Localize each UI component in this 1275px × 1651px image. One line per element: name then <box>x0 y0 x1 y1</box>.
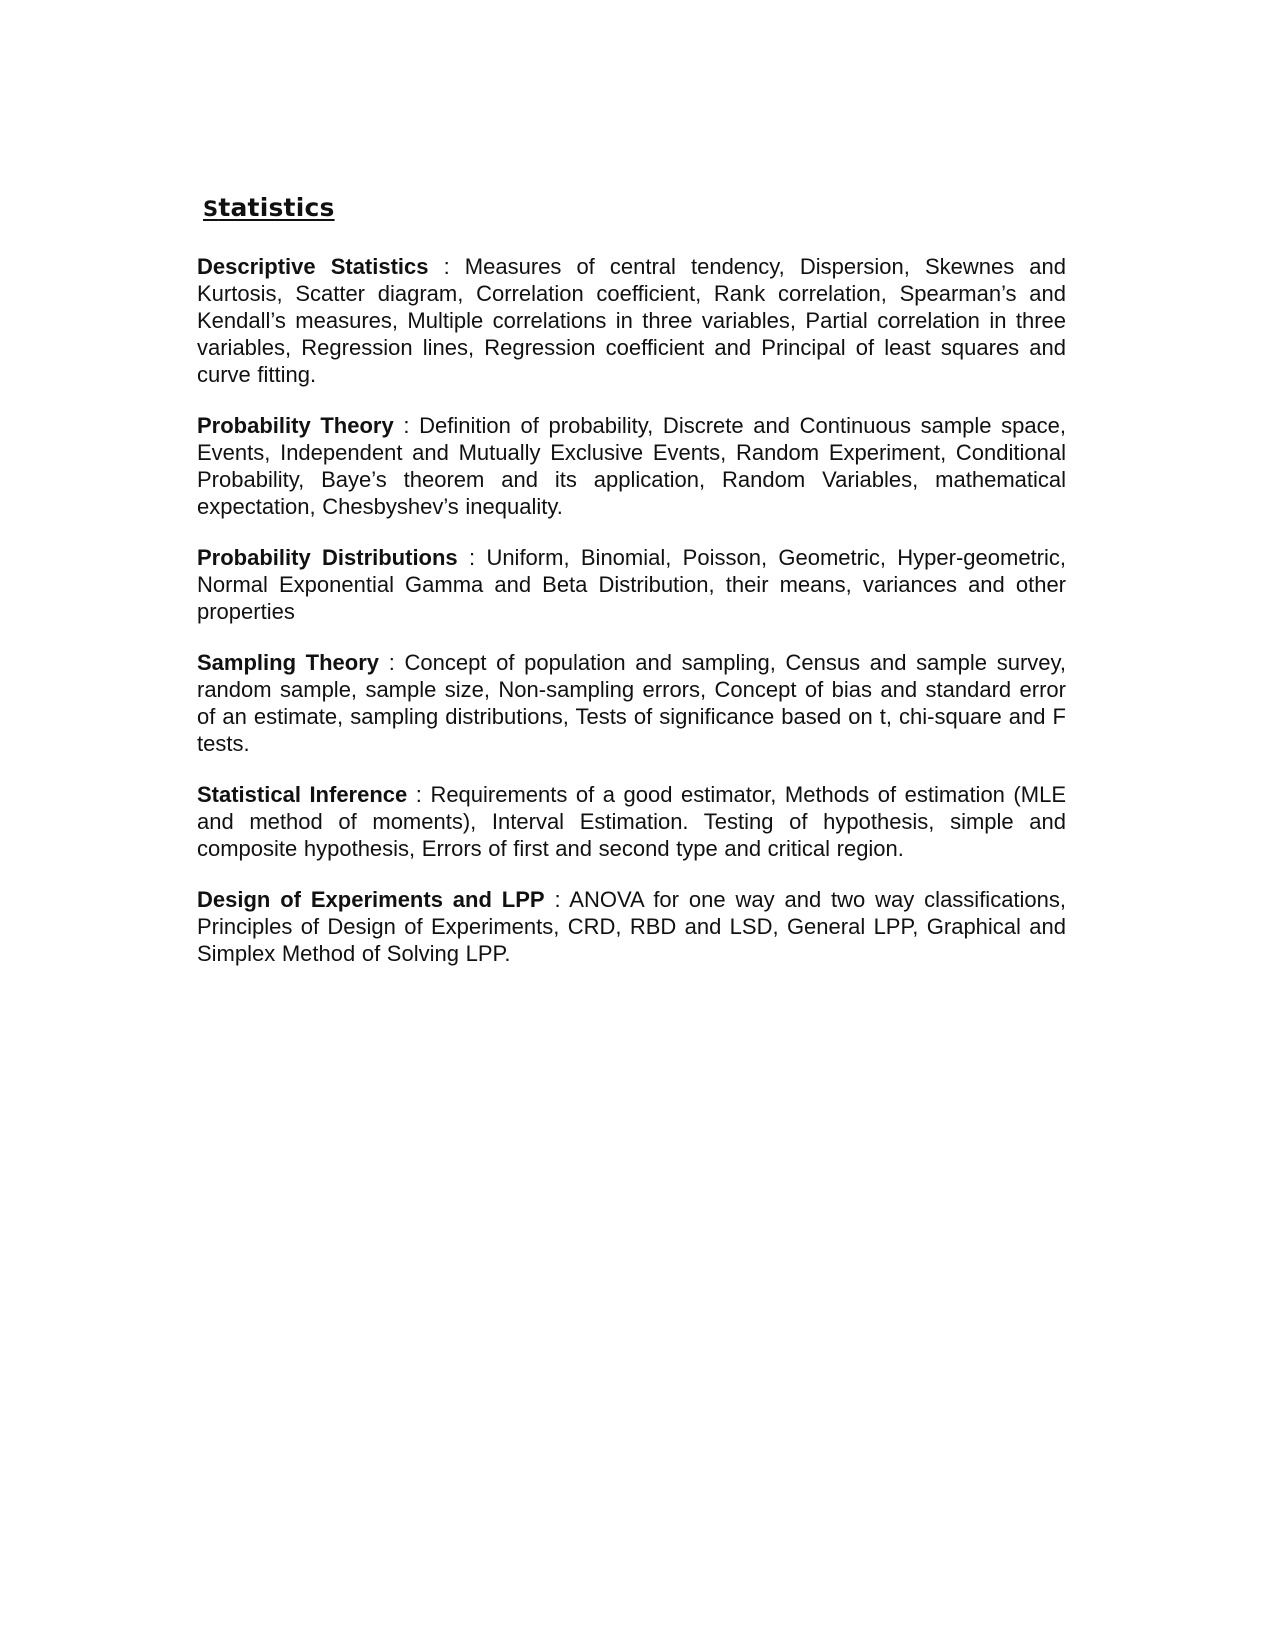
section-heading: Sampling Theory <box>197 650 380 675</box>
section-separator: : <box>379 650 405 675</box>
section-probability-distributions <box>197 544 1066 625</box>
section-heading: Design of Experiments and LPP <box>197 887 545 912</box>
section-sampling-theory <box>197 649 1066 757</box>
section-descriptive-statistics <box>197 253 1066 388</box>
section-separator: : <box>544 887 570 912</box>
section-separator: : <box>457 545 487 570</box>
section-heading: Statistical Inference <box>197 782 408 807</box>
section-body: Concept of population and sampling, Census and sample survey, random sample, sample size, Non-sampling errors, Concept of bias and standard error of an estimate, sampling distributions, Tests of significance based on t, chi-square and F tests. <box>197 650 1066 756</box>
title-first-letter: S <box>203 197 219 221</box>
section-separator: : <box>393 413 420 438</box>
section-heading: Descriptive Statistics <box>197 254 429 279</box>
section-probability-theory <box>197 412 1066 520</box>
section-body: Uniform, Binomial, Poisson, Geometric, Hyper-geometric, Normal Exponential Gamma and Beta Distribution, their means, variances and other properties <box>197 545 1067 624</box>
section-separator: : <box>428 254 465 279</box>
section-body: Measures of central tendency, Dispersion, Skewnes and Kurtosis, Scatter diagram, Correlation coefficient, Rank correlation, Spearman’s and Kendall’s measures, Multiple correlations in three variables, Partial correlation in three variables, Regression lines, Regression coefficient and Principal of least squares and curve fitting. <box>197 254 1066 387</box>
section-heading: Probability Theory <box>197 413 394 438</box>
section-body: Requirements of a good estimator, Methods of estimation (MLE and method of moments), Interval Estimation. Testing of hypothesis, simple and composite hypothesis, Errors of first and second type and critical region. <box>197 782 1066 861</box>
section-statistical-inference <box>197 781 1066 862</box>
title-rest: tatistics <box>218 193 335 222</box>
section-body: Definition of probability, Discrete and Continuous sample space, Events, Independent and Mutually Exclusive Events, Random Experiment, Conditional Probability, Baye’s theorem and its application, Random Variables, mathematical expectation, Chesbyshev’s inequality. <box>197 413 1066 519</box>
section-body: ANOVA for one way and two way classifications, Principles of Design of Experiments, CRD, RBD and LSD, General LPP, Graphical and Simplex Method of Solving LPP. <box>197 887 1067 966</box>
section-separator: : <box>407 782 431 807</box>
section-design-of-experiments <box>197 886 1066 967</box>
syllabus-content <box>197 253 1066 991</box>
section-heading: Probability Distributions <box>197 545 458 570</box>
document-title <box>203 193 335 224</box>
